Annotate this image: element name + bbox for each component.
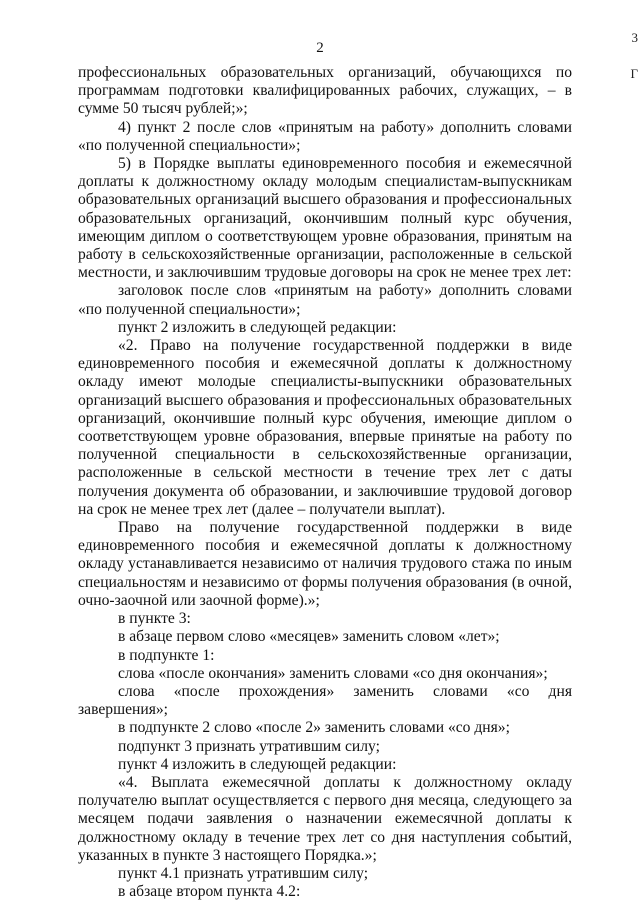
edge-mark-top: 3 [631, 30, 638, 45]
paragraph-3: 5) в Порядке выплаты единовременного пособия и ежемесячной доплаты к должностному окладу молодым специалистам-выпускникам образовательных организаций высшего образования и профессиональных образовательных организаций, окончившим полный курс обучения, имеющим диплом о соответствующем уровне образования, принятым на работу в сельскохозяйственные организации, расположенные в сельской местности, и заключившим трудовые договоры на срок не менее трех лет: [78, 155, 572, 282]
paragraph-8: в пункте 3: [118, 610, 191, 628]
page-number: 2 [316, 40, 324, 56]
paragraph-15: пункт 4 изложить в следующей редакции: [118, 755, 397, 773]
paragraph-12: слова «после прохождения» заменить словами «со дня завершения»; [78, 682, 572, 719]
paragraph-16: «4. Выплата ежемесячной доплаты к должностному окладу получателю выплат осуществляется с первого дня месяца, следующего за месяцем подачи заявления о назначении ежемесячной доплаты к должностному окладу в течение трех лет со дня наступления событий, указанных в пункте 3 настоящего Порядка.»; [78, 773, 572, 864]
paragraph-14: подпункт 3 признать утратившим силу; [118, 737, 380, 755]
paragraph-11: слова «после окончания» заменить словами «со дня окончания»; [118, 664, 548, 682]
paragraph-2: 4) пункт 2 после слов «принятым на работу» дополнить словами «по полученной специальности»; [78, 118, 572, 154]
document-body [78, 64, 572, 901]
paragraph-10: в подпункте 1: [118, 646, 215, 664]
paragraph-5: пункт 2 изложить в следующей редакции: [118, 318, 397, 336]
paragraph-1: профессиональных образовательных организаций, обучающихся по программам подготовки квалифицированных рабочих, служащих, – в сумме 50 тысяч рублей;»; [78, 64, 572, 118]
paragraph-7: Право на получение государственной поддержки в виде единовременного пособия и ежемесячной доплаты к должностному окладу устанавливается независимо от наличия трудового стажа по иным специальностям и независимо от формы получения образования (в очной, очно-заочной или заочной форме).»; [78, 519, 572, 609]
paragraph-9: в абзаце первом слово «месяцев» заменить словом «лет»; [118, 628, 500, 646]
paragraph-17: пункт 4.1 признать утратившим силу; [118, 864, 369, 882]
paragraph-6: «2. Право на получение государственной поддержки в виде единовременного пособия и ежемесячной доплаты к должностному окладу имеют молодые специалисты-выпускники образовательных организаций высшего образования и профессиональных образовательных организаций, окончившие полный курс обучения, имеющие диплом о соответствующем уровне образования, впервые принятые на работу по полученной специальности в сельскохозяйственные организации, расположенные в сельской местности в течение трех лет с даты получения документа об образовании, и заключившие трудовой договор на срок не менее трех лет (далее – получатели выплат). [78, 337, 572, 518]
paragraph-18: в абзаце втором пункта 4.2: [118, 883, 301, 901]
paragraph-13: в подпункте 2 слово «после 2» заменить словами «со дня»; [118, 719, 510, 737]
paragraph-4: заголовок после слов «принятым на работу» дополнить словами «по полученной специальности»; [78, 282, 572, 318]
edge-mark-bottom: Г [630, 66, 638, 81]
